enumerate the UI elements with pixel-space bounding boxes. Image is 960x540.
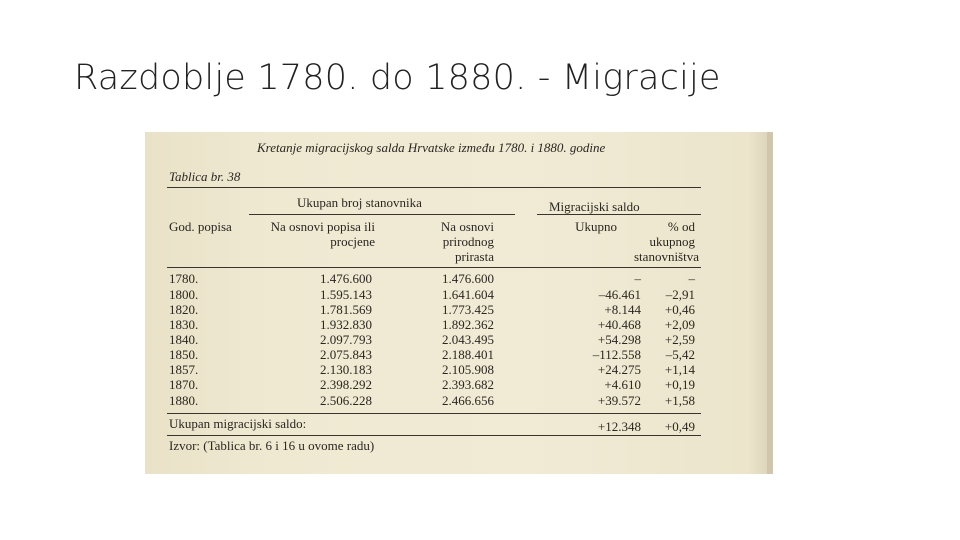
cell-year: 1820. xyxy=(169,302,199,317)
table-source: Izvor: (Tablica br. 6 i 16 u ovome radu) xyxy=(169,438,375,453)
header-pct-line2: ukupnog xyxy=(649,234,695,249)
cell-census: 2.097.793 xyxy=(320,332,372,347)
cell-pct: +2,59 xyxy=(664,332,695,347)
cell-total: +54.298 xyxy=(597,332,641,347)
cell-year: 1780. xyxy=(169,271,199,286)
header-census-line1: Na osnovi popisa ili xyxy=(270,219,375,234)
cell-natural: 2.393.682 xyxy=(442,377,494,392)
cell-census: 2.075.843 xyxy=(320,347,372,362)
page-edge-shadow xyxy=(767,132,773,474)
cell-pct: +1,14 xyxy=(664,362,695,377)
cell-total: +24.275 xyxy=(597,362,641,377)
summary-total: +12.348 xyxy=(597,419,641,434)
cell-total: –112.558 xyxy=(592,347,641,362)
header-natural-line3: prirasta xyxy=(455,249,494,264)
cell-natural: 2.043.495 xyxy=(442,332,494,347)
header-pct-line1: % od xyxy=(667,219,695,234)
cell-pct: –5,42 xyxy=(665,347,695,362)
header-natural-line1: Na osnovi xyxy=(440,219,494,234)
header-total: Ukupno xyxy=(575,219,617,234)
cell-year: 1850. xyxy=(169,347,199,362)
top-rule xyxy=(167,187,701,188)
cell-year: 1880. xyxy=(169,393,199,408)
summary-label: Ukupan migracijski saldo: xyxy=(169,416,307,431)
header-natural-line2: prirodnog xyxy=(442,234,494,249)
cell-natural: 2.105.908 xyxy=(442,362,494,377)
cell-census: 2.506.228 xyxy=(320,393,372,408)
header-group-population: Ukupan broj stanovnika xyxy=(297,195,422,210)
cell-year: 1840. xyxy=(169,332,199,347)
slide-title: Razdoblje 1780. do 1880. - Migracije xyxy=(74,58,721,98)
cell-year: 1857. xyxy=(169,362,199,377)
cell-natural: 1.476.600 xyxy=(442,271,494,286)
scanned-table-image xyxy=(145,132,773,474)
cell-total: +4.610 xyxy=(604,377,641,392)
cell-pct: – xyxy=(688,271,695,286)
cell-total: – xyxy=(634,271,641,286)
cell-year: 1870. xyxy=(169,377,199,392)
cell-pct: –2,91 xyxy=(665,287,695,302)
cell-total: –46.461 xyxy=(598,287,641,302)
cell-census: 2.130.183 xyxy=(320,362,372,377)
cell-natural: 1.641.604 xyxy=(442,287,494,302)
summary-bottom-rule xyxy=(167,435,701,436)
cell-census: 2.398.292 xyxy=(320,377,372,392)
cell-pct: +1,58 xyxy=(664,393,695,408)
summary-pct: +0,49 xyxy=(664,419,695,434)
table-caption: Kretanje migracijskog salda Hrvatske između 1780. i 1880. godine xyxy=(257,140,606,155)
header-bottom-rule xyxy=(167,267,701,268)
cell-census: 1.476.600 xyxy=(320,271,372,286)
cell-natural: 1.773.425 xyxy=(442,302,494,317)
cell-year: 1830. xyxy=(169,317,199,332)
cell-census: 1.595.143 xyxy=(320,287,372,302)
header-year: God. popisa xyxy=(169,219,232,234)
cell-pct: +0,19 xyxy=(664,377,695,392)
cell-census: 1.932.830 xyxy=(320,317,372,332)
cell-pct: +0,46 xyxy=(664,302,695,317)
cell-natural: 2.466.656 xyxy=(442,393,494,408)
header-pct-line3: stanovništva xyxy=(634,249,699,264)
header-group-migration: Migracijski saldo xyxy=(549,199,640,214)
table-number-label: Tablica br. 38 xyxy=(169,169,241,184)
cell-natural: 1.892.362 xyxy=(442,317,494,332)
cell-year: 1800. xyxy=(169,287,199,302)
header-census-line2: procjene xyxy=(330,234,375,249)
population-group-rule xyxy=(249,214,515,215)
migration-group-rule xyxy=(537,214,701,215)
cell-total: +40.468 xyxy=(597,317,641,332)
cell-natural: 2.188.401 xyxy=(442,347,494,362)
summary-top-rule xyxy=(167,413,701,414)
cell-census: 1.781.569 xyxy=(320,302,372,317)
cell-total: +8.144 xyxy=(604,302,641,317)
cell-total: +39.572 xyxy=(597,393,641,408)
cell-pct: +2,09 xyxy=(664,317,695,332)
